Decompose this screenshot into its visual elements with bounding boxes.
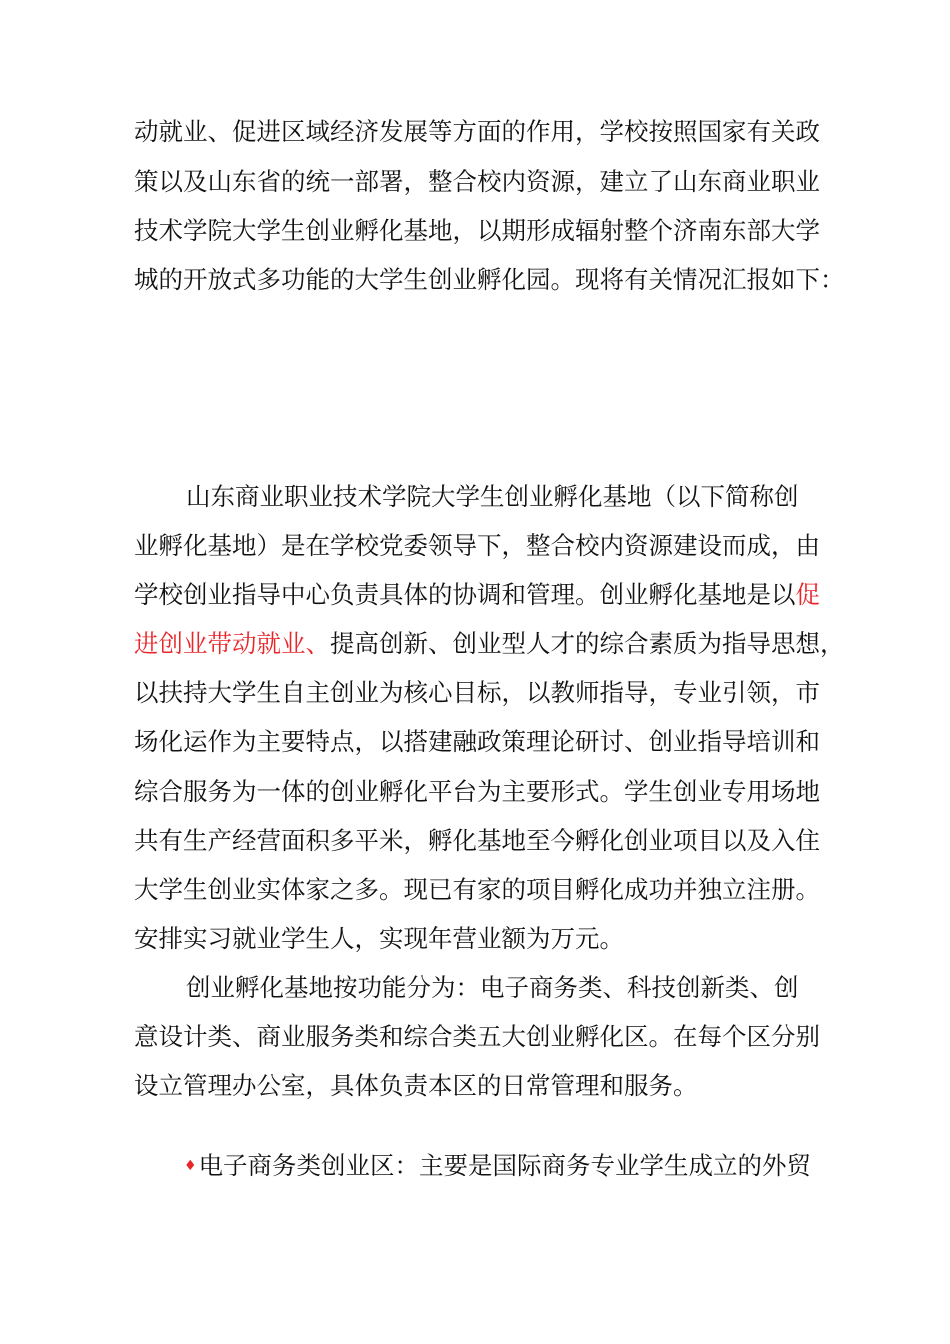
paragraph-1-line-4: 城的开放式多功能的大学生创业孵化园。现将有关情况汇报如下： [134,265,845,294]
paragraph-2-line-3-text: 学校创业指导中心负责具体的协调和管理。创业孵化基地是以 [134,580,796,609]
diamond-bullet-icon: ♦ [184,1158,197,1174]
paragraph-2-line-1: 山东商业职业技术学院大学生创业孵化基地（以下简称创 [186,482,799,511]
paragraph-2-line-4 [134,629,845,659]
paragraph-3-line-1: 创业孵化基地按功能分为：电子商务类、科技创新类、创 [186,973,799,1002]
highlight-text: 进创业带动就业、 [134,629,330,658]
paragraph-3-line-3: 设立管理办公室，具体负责本区的日常管理和服务。 [134,1071,698,1100]
paragraph-4-line-1 [184,1151,811,1181]
paragraph-2-line-8: 共有生产经营面积多平米，孵化基地至今孵化创业项目以及入住 [134,826,820,855]
highlight-text-start: 促 [795,580,820,609]
paragraph-2-line-3 [134,580,820,610]
paragraph-2-line-4-text: 提高创新、创业型人才的综合素质为指导思想， [330,629,845,658]
paragraph-2-line-7: 综合服务为一体的创业孵化平台为主要形式。学生创业专用场地 [134,777,820,806]
paragraph-1-line-1: 动就业、促进区域经济发展等方面的作用，学校按照国家有关政 [134,117,820,146]
paragraph-2-line-5: 以扶持大学生自主创业为核心目标，以教师指导，专业引领，市 [134,678,820,707]
paragraph-2-line-9: 大学生创业实体家之多。现已有家的项目孵化成功并独立注册。 [134,875,820,904]
paragraph-3-line-2: 意设计类、商业服务类和综合类五大创业孵化区。在每个区分别 [134,1022,820,1051]
paragraph-1-line-2: 策以及山东省的统一部署，整合校内资源，建立了山东商业职业 [134,167,820,196]
paragraph-2-line-10: 安排实习就业学生人，实现年营业额为万元。 [134,924,624,953]
paragraph-1-line-3: 技术学院大学生创业孵化基地，以期形成辐射整个济南东部大学 [134,216,820,245]
paragraph-2-line-2: 业孵化基地）是在学校党委领导下，整合校内资源建设而成，由 [134,531,820,560]
paragraph-2-line-6: 场化运作为主要特点，以搭建融政策理论研讨、创业指导培训和 [134,727,820,756]
paragraph-4-line-1-text: 电子商务类创业区：主要是国际商务专业学生成立的外贸 [198,1151,812,1180]
